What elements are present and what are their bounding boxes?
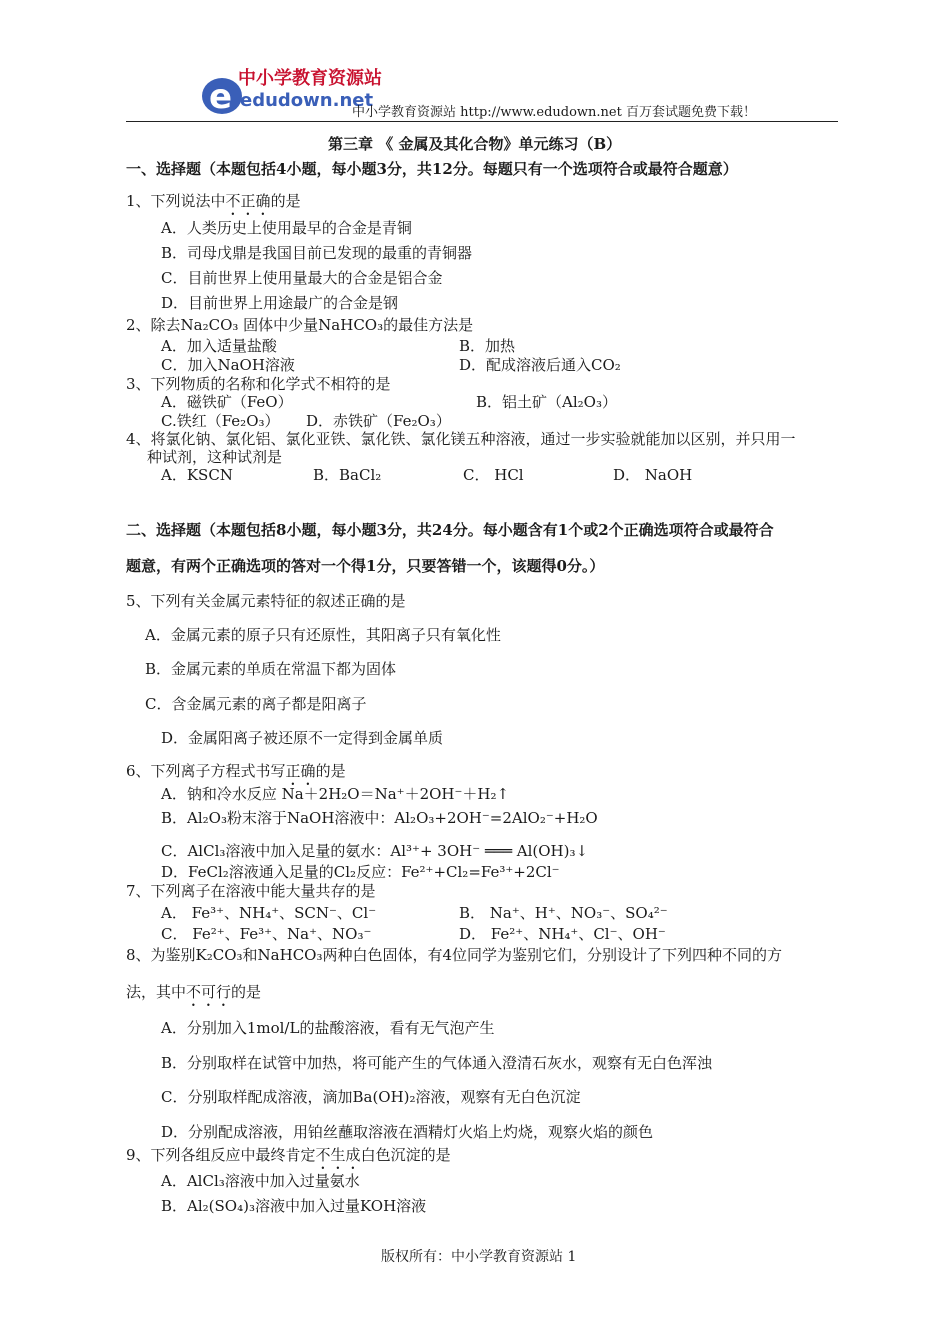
q7-option-b: B． Na⁺、H⁺、NO₃⁻、SO₄²⁻ [459, 904, 668, 922]
q4-option-a: A．KSCN [161, 466, 233, 484]
section2-heading-line2: 题意，有两个正确选项的答对一个得1分，只要答错一个，该题得0分。） [126, 557, 605, 575]
page-footer: 版权所有：中小学教育资源站 1 [381, 1249, 577, 1265]
q8-option-a: A．分别加入1mol/L的盐酸溶液，看有无气泡产生 [161, 1019, 495, 1037]
logo-en: edudown.net [240, 90, 374, 111]
q4-stem-line2: 种试剂，这种试剂是 [147, 448, 283, 466]
header-rule [126, 121, 838, 122]
q8-option-d: D．分别配成溶液，用铂丝蘸取溶液在酒精灯火焰上灼烧，观察火焰的颜色 [161, 1123, 654, 1141]
header-tagline: 中小学教育资源站 http://www.edudown.net 百万套试题免费下载！ [352, 105, 756, 120]
q5-option-a: A．金属元素的原子只有还原性，其阳离子只有氧化性 [145, 626, 501, 644]
q6-option-b: B．Al₂O₃粉末溶于NaOH溶液中：Al₂O₃+2OH⁻=2AlO₂⁻+H₂O [161, 809, 598, 827]
section2-heading-line1: 二、选择题（本题包括8小题，每小题3分，共24分。每小题含有1个或2个正确选项符合或最符合 [126, 521, 774, 539]
q1-option-c: C．目前世界上使用量最大的合金是铝合金 [161, 269, 443, 287]
q9-option-b: B．Al₂(SO₄)₃溶液中加入过量KOH溶液 [161, 1197, 427, 1215]
q5-stem: 5、下列有关金属元素特征的叙述正确的是 [126, 592, 406, 610]
q4-option-c: C． HCl [463, 466, 524, 484]
q1-stem: 1、下列说法中不正确的是 [126, 192, 301, 210]
q3-option-c: C.铁红（Fe₂O₃） [161, 412, 280, 430]
q8-option-b: B．分别取样在试管中加热，将可能产生的气体通入澄清石灰水，观察有无白色浑浊 [161, 1054, 713, 1072]
q3-stem: 3、下列物质的名称和化学式不相符的是 [126, 375, 391, 393]
logo-cn: 中小学教育资源站 [238, 68, 382, 89]
q6-option-a: A．钠和冷水反应 Na＋2H₂O＝Na⁺＋2OH⁻＋H₂↑ [161, 785, 510, 803]
q9-stem: 9、下列各组反应中最终肯定不生成白色沉淀的是 [126, 1146, 451, 1164]
svg-text:e: e [209, 77, 233, 117]
q9-option-a: A．AlCl₃溶液中加入过量氨水 [161, 1172, 360, 1190]
q2-option-b: B．加热 [459, 337, 516, 355]
q7-option-a: A． Fe³⁺、NH₄⁺、SCN⁻、Cl⁻ [161, 904, 377, 922]
q8-option-c: C．分别取样配成溶液，滴加Ba(OH)₂溶液，观察有无白色沉淀 [161, 1088, 581, 1106]
q2-option-d: D．配成溶液后通入CO₂ [459, 356, 621, 374]
section1-heading: 一、选择题（本题包括4小题，每小题3分，共12分。每题只有一个选项符合或最符合题意） [126, 160, 738, 178]
q2-option-c: C．加入NaOH溶液 [161, 356, 295, 374]
q7-stem: 7、下列离子在溶液中能大量共存的是 [126, 882, 376, 900]
q7-option-d: D． Fe²⁺、NH₄⁺、Cl⁻、OH⁻ [459, 925, 666, 943]
q5-option-c: C．含金属元素的离子都是阳离子 [145, 695, 367, 713]
q3-option-a: A．磁铁矿（FeO） [161, 393, 293, 411]
q5-option-b: B．金属元素的单质在常温下都为固体 [145, 660, 397, 678]
q8-stem-line2: 法，其中不可行的是 [126, 983, 262, 1001]
q3-option-d: D．赤铁矿（Fe₂O₃） [306, 412, 451, 430]
q6-option-d: D．FeCl₂溶液通入足量的Cl₂反应：Fe²⁺+Cl₂=Fe³⁺+2Cl⁻ [161, 863, 560, 881]
q1-option-d: D．目前世界上用途最广的合金是钢 [161, 294, 399, 312]
q2-stem: 2、除去Na₂CO₃ 固体中少量NaHCO₃的最佳方法是 [126, 316, 474, 334]
q1-option-a: A．人类历史上使用最早的合金是青铜 [161, 219, 412, 237]
q6-option-c: C．AlCl₃溶液中加入足量的氨水：Al³⁺+ 3OH⁻ ═══ Al(OH)₃↓ [161, 842, 589, 860]
q1-option-b: B．司母戊鼎是我国目前已发现的最重的青铜器 [161, 244, 473, 262]
q6-stem: 6、下列离子方程式书写正确的是 [126, 762, 346, 780]
q4-option-d: D． NaOH [613, 466, 693, 484]
q3-option-b: B．铝土矿（Al₂O₃） [476, 393, 617, 411]
q2-option-a: A．加入适量盐酸 [161, 337, 277, 355]
page-title: 第三章 《 金属及其化合物》单元练习（B） [328, 135, 622, 153]
q7-option-c: C． Fe²⁺、Fe³⁺、Na⁺、NO₃⁻ [161, 925, 372, 943]
q4-option-b: B．BaCl₂ [313, 466, 382, 484]
q5-option-d: D．金属阳离子被还原不一定得到金属单质 [161, 729, 444, 747]
q8-stem-line1: 8、为鉴别K₂CO₃和NaHCO₃两种白色固体，有4位同学为鉴别它们，分别设计了下列四种不同的方 [126, 946, 783, 964]
q4-stem-line1: 4、将氯化钠、氯化铝、氯化亚铁、氯化铁、氯化镁五种溶液，通过一步实验就能加以区别，并只用一 [126, 430, 796, 448]
